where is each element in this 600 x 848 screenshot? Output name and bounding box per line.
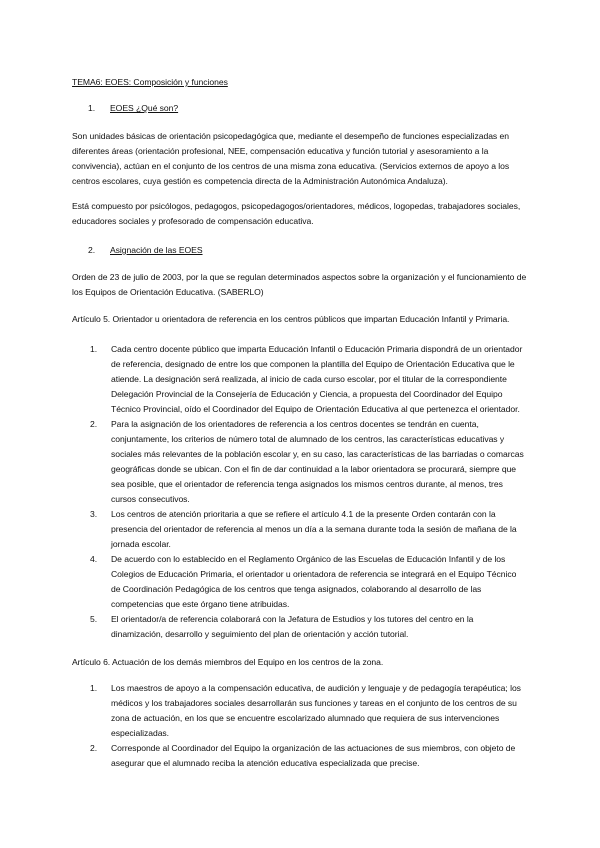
section-label: Asignación de las EOES xyxy=(110,245,203,255)
list-item xyxy=(90,681,527,741)
list-item-number: 5. xyxy=(90,614,98,624)
list-item-text: Los maestros de apoyo a la compensación educativa, de audición y lenguaje y de pedagogía terapéutica; los médicos y los trabajadores sociales desarrollarán sus funciones y tareas en el conjunto de los centros de su zona de actuación, en los que se encuentre escolarizado alumnado que requiera de sus intervenciones especializadas. xyxy=(111,683,521,738)
list-item xyxy=(90,342,527,417)
list-item-text: Cada centro docente público que imparta Educación Infantil o Educación Primaria dispondrá de un orientador de referencia, designado de entre los que componen la plantilla del Equipo de Orientación Educativa que le atiende. La designación será realizada, al inicio de cada curso escolar, por el titular de la correspondiente Delegación Provincial de la Consejería de Educación y Ciencia, a propuesta del Coordinador del Equipo Técnico Provincial, oído el Coordinador del Equipo de Orientación Educativa al que pertenezca el orientador. xyxy=(111,344,523,414)
paragraph-composition: Está compuesto por psicólogos, pedagogos, psicopedagogos/orientadores, médicos, logopedas, trabajadores sociales, educadores sociales y profesorado de compensación educativa. xyxy=(72,201,521,226)
section-label: EOES ¿Qué son? xyxy=(110,103,179,113)
list-item-number: 1. xyxy=(90,344,98,354)
document-title: TEMA6: EOES: Composición y funciones xyxy=(72,77,228,87)
article-6-list xyxy=(90,681,527,771)
list-item-number: 1. xyxy=(90,683,98,693)
list-item xyxy=(90,552,527,612)
list-item xyxy=(90,741,527,771)
section-heading-1 xyxy=(88,101,543,116)
paragraph-order-reference: Orden de 23 de julio de 2003, por la que se regulan determinados aspectos sobre la organización y el funcionamiento de los Equipos de Orientación Educativa. (SABERLO) xyxy=(72,272,527,297)
section-number: 1. xyxy=(88,103,96,113)
section-heading-2 xyxy=(88,243,543,258)
list-item xyxy=(90,417,527,507)
list-item-text: De acuerdo con lo establecido en el Reglamento Orgánico de las Escuelas de Educación Infantil y de los Colegios de Educación Primaria, el orientador u orientadora de referencia se integrará en el Equipo Técnico de Coordinación Pedagógica de los centros que tenga asignados, colaborando al desarrollo de las competencias que este órgano tiene atribuidas. xyxy=(111,554,517,609)
list-item-text: Los centros de atención prioritaria a que se refiere el artículo 4.1 de la presente Orden contarán con la presencia del orientador de referencia al menos un día a la semana durante toda la sesión de mañana de la jornada escolar. xyxy=(111,509,517,549)
paragraph-definition: Son unidades básicas de orientación psicopedagógica que, mediante el desempeño de funciones especializadas en diferentes áreas (orientación profesional, NEE, compensación educativa y función tutorial y asesoramiento a la convivencia), actúan en el conjunto de los centros de una misma zona educativa. (Servicios externos de apoyo a los centros escolares, cuya gestión es competencia directa de la Administración Autonómica Andaluza). xyxy=(72,131,510,186)
list-item xyxy=(90,507,527,552)
article-6-heading: Artículo 6. Actuación de los demás miembros del Equipo en los centros de la zona. xyxy=(72,657,384,667)
article-5-heading: Artículo 5. Orientador u orientadora de referencia en los centros públicos que impartan Educación Infantil y Primaria. xyxy=(72,314,510,324)
list-item-text: Corresponde al Coordinador del Equipo la organización de las actuaciones de sus miembros, con objeto de asegurar que el alumnado reciba la atención educativa especializada que precise. xyxy=(111,743,516,768)
article-5-list xyxy=(90,342,527,642)
list-item-number: 4. xyxy=(90,554,98,564)
list-item xyxy=(90,612,527,642)
list-item-text: Para la asignación de los orientadores de referencia a los centros docentes se tendrán en cuenta, conjuntamente, los criterios de número total de alumnado de los centros, las características educativas y sociales más relevantes de la población escolar y, en su caso, las características de las barriadas o comarcas geográficas donde se ubican. Con el fin de dar continuidad a la labor orientadora se procurará, siempre que sea posible, que el orientador de referencia tenga asignados los mismos centros durante, al menos, tres cursos consecutivos. xyxy=(111,419,524,504)
section-number: 2. xyxy=(88,245,96,255)
list-item-number: 2. xyxy=(90,743,98,753)
list-item-number: 2. xyxy=(90,419,98,429)
list-item-number: 3. xyxy=(90,509,98,519)
list-item-text: El orientador/a de referencia colaborará con la Jefatura de Estudios y los tutores del centro en la dinamización, desarrollo y seguimiento del plan de orientación y acción tutorial. xyxy=(111,614,474,639)
